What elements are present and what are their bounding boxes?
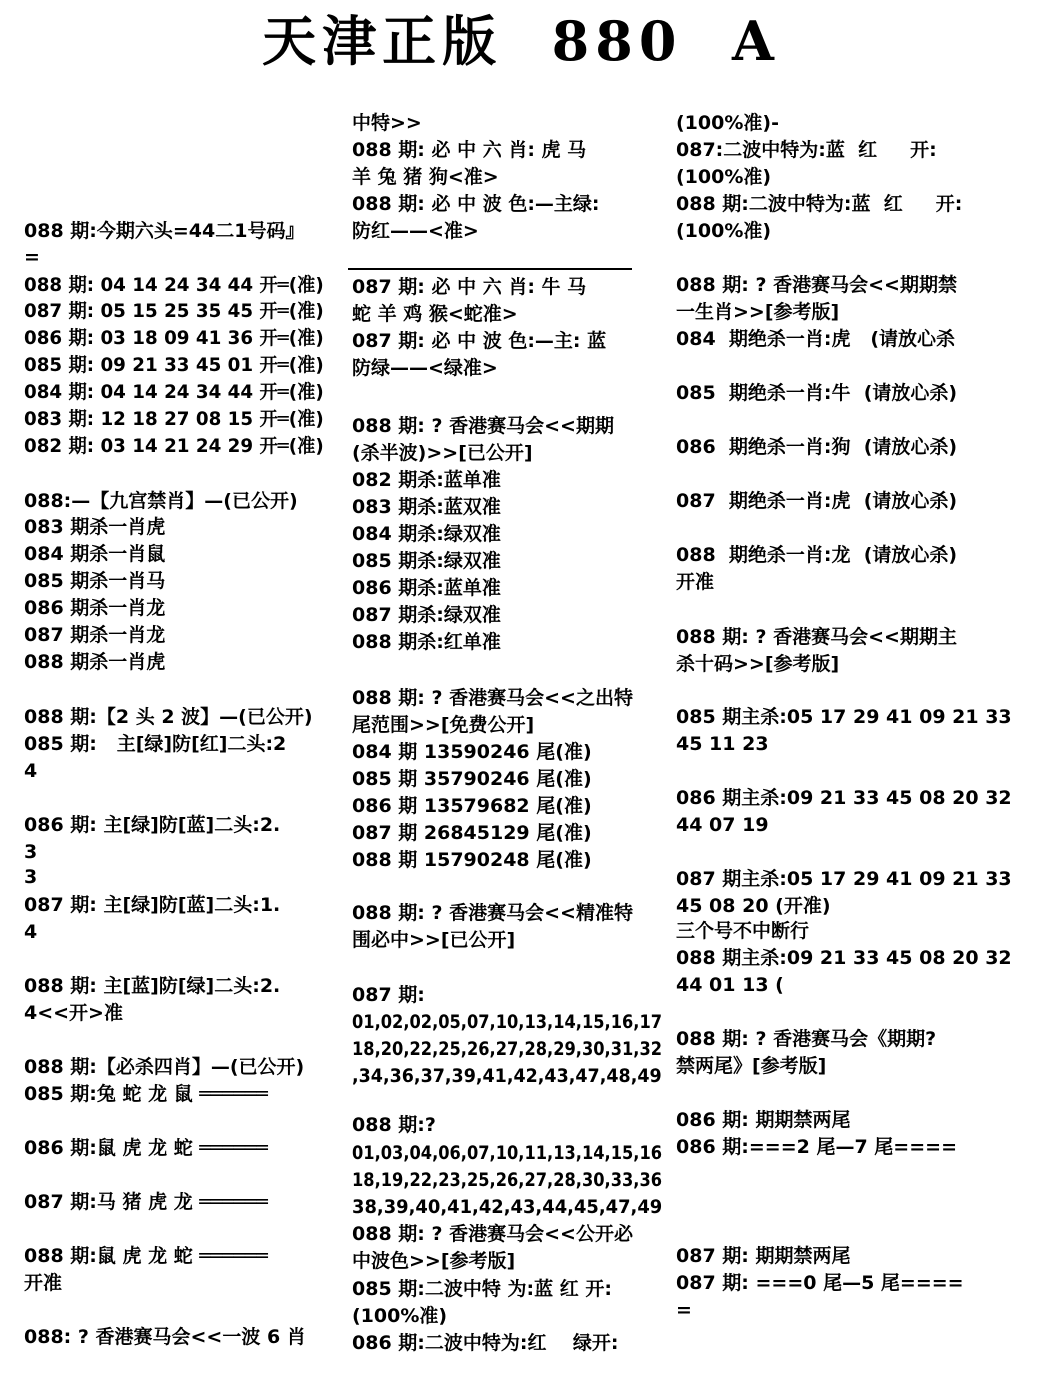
text-line: (100%准)- — [676, 112, 779, 134]
text-line: 086 期: 主[绿]防[蓝]二头:2. — [24, 814, 281, 836]
text-line: 蛇 羊 鸡 猴<蛇准> — [352, 303, 518, 325]
text-line: 38,39,40,41,42,43,44,45,47,49 — [352, 1196, 663, 1218]
text-line: 086 期杀一肖龙 — [24, 597, 166, 619]
text-line: 088 期: 主[蓝]防[绿]二头:2. — [24, 975, 281, 997]
text-line: 085 期杀一肖马 — [24, 570, 166, 592]
text-line: 088 期: ? 香港赛马会<<精准特 — [352, 902, 633, 924]
text-line: 085 期主杀:05 17 29 41 09 21 33 — [676, 706, 1012, 728]
text-line: 羊 兔 猪 狗<准> — [352, 166, 499, 188]
text-line: 086 期绝杀一肖:狗 (请放心杀) — [676, 436, 958, 458]
text-line: 088 期: ? 香港赛马会<<公开必 — [352, 1223, 633, 1245]
text-line: 088 期: ? 香港赛马会<<期期主 — [676, 626, 957, 648]
text-line: 085 期: 09 21 33 45 01 开═(准) — [24, 354, 324, 376]
text-line: 087 期: ===0 尾—5 尾==== — [676, 1272, 964, 1294]
text-line: 084 期杀一肖鼠 — [24, 543, 166, 565]
text-line: 085 期:二波中特 为:蓝 红 开: — [352, 1278, 612, 1300]
text-line: 086 期 13579682 尾(准) — [352, 795, 592, 817]
text-line: 085 期 35790246 尾(准) — [352, 768, 592, 790]
text-line: (100%准) — [676, 220, 772, 242]
text-line: 088 期:【2 头 2 波】—(已公开) — [24, 706, 313, 728]
text-line: = — [24, 246, 40, 268]
middle-column — [352, 0, 662, 1388]
text-line: 087 期: 05 15 25 35 45 开═(准) — [24, 300, 324, 322]
text-line: 088: ? 香港赛马会<<一波 6 肖 — [24, 1326, 306, 1348]
text-line: 44 01 13 ( — [676, 974, 784, 996]
text-line: 087 期: 必 中 六 肖: 牛 马 — [352, 276, 587, 298]
text-line: 086 期:===2 尾—7 尾==== — [676, 1136, 957, 1158]
page-title: 天津正版 880 A — [262, 9, 780, 73]
text-line: 086 期: 期期禁两尾 — [676, 1109, 851, 1131]
text-line: 088 期:今期六头=44二1号码』 — [24, 220, 305, 242]
text-line: 中特>> — [352, 112, 422, 134]
text-line: (杀半波)>>[已公开] — [352, 442, 533, 464]
text-line: 086 期主杀:09 21 33 45 08 20 32 — [676, 787, 1012, 809]
text-line: 088 期: 必 中 六 肖: 虎 马 — [352, 139, 587, 161]
text-line: 4<<开>准 — [24, 1002, 123, 1024]
text-line: 087 期 26845129 尾(准) — [352, 822, 592, 844]
text-line: 18,20,22,25,26,27,28,29,30,31,32 — [352, 1038, 663, 1060]
text-line: 083 期: 12 18 27 08 15 开═(准) — [24, 408, 324, 430]
text-line: 085 期绝杀一肖:牛 (请放心杀) — [676, 382, 958, 404]
text-line: 088 期杀一肖虎 — [24, 651, 166, 673]
text-line: 084 期杀:绿双准 — [352, 523, 501, 545]
text-line: 088:—【九宫禁肖】—(已公开) — [24, 490, 298, 512]
text-line: 088 期:二波中特为:蓝 红 开: — [676, 193, 963, 215]
text-line: 087 期绝杀一肖:虎 (请放心杀) — [676, 490, 958, 512]
right-column — [676, 0, 1016, 1388]
text-line: 防红——<准> — [352, 220, 479, 242]
text-line: 尾范围>>[免费公开] — [352, 714, 535, 736]
text-line: 18,19,22,23,25,26,27,28,30,33,36 — [352, 1169, 663, 1191]
text-line: 084 期绝杀一肖:虎 (请放心杀 — [676, 328, 956, 350]
text-line: 087 期: 期期禁两尾 — [676, 1245, 851, 1267]
text-line: 085 期:兔 蛇 龙 鼠 ══════ — [24, 1083, 268, 1105]
text-line: 088 期杀:红单准 — [352, 631, 501, 653]
column-divider — [348, 268, 632, 270]
text-line: 45 08 20 (开准) — [676, 895, 831, 917]
text-line: 086 期杀:蓝单准 — [352, 577, 501, 599]
text-line: 088 期 15790248 尾(准) — [352, 849, 592, 871]
text-line: ,34,36,37,39,41,42,43,47,48,49 — [352, 1065, 662, 1087]
text-line: 083 期杀:蓝双准 — [352, 496, 501, 518]
text-line: 085 期: 主[绿]防[红]二头:2 — [24, 733, 287, 755]
text-line: 086 期: 03 18 09 41 36 开═(准) — [24, 327, 324, 349]
text-line: 中波色>>[参考版] — [352, 1250, 516, 1272]
text-line: 防绿——<绿准> — [352, 357, 498, 379]
text-line: 086 期:鼠 虎 龙 蛇 ══════ — [24, 1137, 268, 1159]
text-line: 088 期: ? 香港赛马会《期期? — [676, 1028, 937, 1050]
text-line: 杀十码>>[参考版] — [676, 653, 840, 675]
text-line: 4 — [24, 921, 38, 943]
text-line: (100%准) — [676, 166, 772, 188]
text-line: 088 期绝杀一肖:龙 (请放心杀) — [676, 544, 958, 566]
text-line: 087:二波中特为:蓝 红 开: — [676, 139, 937, 161]
text-line: 44 07 19 — [676, 814, 769, 836]
text-line: 086 期:二波中特为:红 绿开: — [352, 1332, 619, 1354]
text-line: 088 期: ? 香港赛马会<<期期禁 — [676, 274, 957, 296]
text-line: 083 期杀一肖虎 — [24, 516, 166, 538]
text-line: 088 期: 必 中 波 色:—主绿: — [352, 193, 600, 215]
text-line: 开准 — [24, 1272, 63, 1294]
text-line: 087 期:马 猪 虎 龙 ══════ — [24, 1191, 268, 1213]
text-line: = — [676, 1299, 692, 1321]
text-line: 088 期: 04 14 24 34 44 开═(准) — [24, 274, 324, 296]
text-line: 087 期: 主[绿]防[蓝]二头:1. — [24, 894, 281, 916]
text-line: 087 期: 必 中 波 色:—主: 蓝 — [352, 330, 607, 352]
text-line: 087 期杀一肖龙 — [24, 624, 166, 646]
text-line: 082 期: 03 14 21 24 29 开═(准) — [24, 435, 324, 457]
text-line: 082 期杀:蓝单准 — [352, 469, 501, 491]
text-line: 开准 — [676, 571, 715, 593]
text-line: 一生肖>>[参考版] — [676, 301, 840, 323]
text-line: 088 期:鼠 虎 龙 蛇 ══════ — [24, 1245, 268, 1267]
text-line: 088 期:【必杀四肖】—(已公开) — [24, 1056, 305, 1078]
text-line: 01,02,02,05,07,10,13,14,15,16,17 — [352, 1011, 663, 1033]
text-line: 084 期 13590246 尾(准) — [352, 741, 592, 763]
text-line: 088 期:? — [352, 1114, 436, 1136]
text-line: 084 期: 04 14 24 34 44 开═(准) — [24, 381, 324, 403]
text-line: 围必中>>[已公开] — [352, 929, 516, 951]
text-line: 087 期: — [352, 984, 425, 1006]
text-line: 3 — [24, 866, 38, 888]
text-line: 01,03,04,06,07,10,11,13,14,15,16 — [352, 1142, 663, 1164]
text-line: 088 期: ? 香港赛马会<<期期 — [352, 415, 614, 437]
text-line: 088 期主杀:09 21 33 45 08 20 32 — [676, 947, 1012, 969]
text-line: 三个号不中断行 — [676, 920, 810, 942]
text-line: 4 — [24, 760, 38, 782]
text-line: 085 期杀:绿双准 — [352, 550, 501, 572]
text-line: 45 11 23 — [676, 733, 769, 755]
left-column — [24, 0, 324, 1388]
text-line: 087 期主杀:05 17 29 41 09 21 33 — [676, 868, 1012, 890]
text-line: 3 — [24, 841, 38, 863]
text-line: 禁两尾》[参考版] — [676, 1055, 827, 1077]
text-line: 088 期: ? 香港赛马会<<之出特 — [352, 687, 633, 709]
text-line: (100%准) — [352, 1305, 448, 1327]
text-line: 087 期杀:绿双准 — [352, 604, 501, 626]
